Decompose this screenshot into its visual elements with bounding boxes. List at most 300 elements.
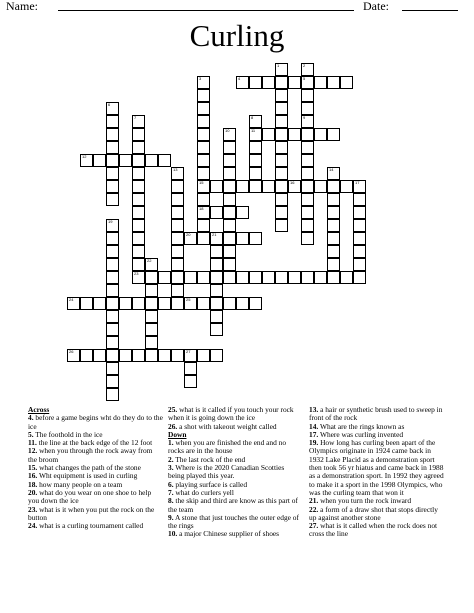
grid-cell[interactable] xyxy=(288,76,301,89)
grid-cell[interactable] xyxy=(236,232,249,245)
clue-item-text: Where was curling invented xyxy=(318,429,404,439)
grid-cell[interactable] xyxy=(249,76,262,89)
grid-cell[interactable] xyxy=(262,271,275,284)
clue-item-text: Where is the 2020 Canadian Scotties being played this year. xyxy=(168,463,285,481)
grid-cell[interactable] xyxy=(275,76,288,89)
grid-cell[interactable] xyxy=(262,128,275,141)
grid-cell[interactable] xyxy=(353,206,366,219)
grid-cell[interactable] xyxy=(223,219,236,232)
clue-item-number: 13. xyxy=(309,405,319,414)
clue-item-number: 18. xyxy=(28,479,38,489)
clue-item-text: What are the rings known as xyxy=(318,421,405,431)
grid-cell[interactable] xyxy=(197,167,210,180)
clue-item-number: 6. xyxy=(168,479,174,489)
grid-cell[interactable] xyxy=(67,297,80,310)
grid-cell[interactable] xyxy=(249,115,262,128)
clue-item xyxy=(309,522,446,539)
clue-item xyxy=(168,497,301,514)
grid-cell[interactable] xyxy=(223,245,236,258)
grid-cell[interactable] xyxy=(132,154,145,167)
name-label: Name: xyxy=(6,0,38,13)
grid-cell[interactable] xyxy=(80,349,93,362)
clue-item-number: 3. xyxy=(168,463,174,473)
clue-number: 5 xyxy=(303,76,306,81)
grid-cell[interactable] xyxy=(210,284,223,297)
grid-cell[interactable] xyxy=(314,180,327,193)
grid-cell[interactable] xyxy=(301,167,314,180)
grid-cell[interactable] xyxy=(353,219,366,232)
grid-cell[interactable] xyxy=(106,375,119,388)
grid-cell[interactable] xyxy=(327,180,340,193)
grid-cell[interactable] xyxy=(301,89,314,102)
grid-cell[interactable] xyxy=(236,180,249,193)
grid-cell[interactable] xyxy=(171,219,184,232)
grid-cell[interactable] xyxy=(197,102,210,115)
clue-item-text: The last rock of the end xyxy=(173,454,246,464)
grid-cell[interactable] xyxy=(275,115,288,128)
clue-number: 17 xyxy=(355,180,360,185)
clue-item-number: 10. xyxy=(168,529,178,539)
grid-cell[interactable] xyxy=(301,193,314,206)
grid-cell[interactable] xyxy=(249,167,262,180)
clue-number: 1 xyxy=(277,63,280,68)
grid-cell[interactable] xyxy=(132,297,145,310)
clue-section-heading: Down xyxy=(168,429,187,439)
grid-cell[interactable] xyxy=(106,219,119,232)
grid-cell[interactable] xyxy=(223,180,236,193)
clue-number: 27 xyxy=(186,349,191,354)
grid-cell[interactable] xyxy=(145,154,158,167)
grid-cell[interactable] xyxy=(223,232,236,245)
clue-item xyxy=(309,439,446,497)
clue-item xyxy=(168,530,301,538)
grid-cell[interactable] xyxy=(327,258,340,271)
grid-cell[interactable] xyxy=(223,141,236,154)
grid-cell[interactable] xyxy=(106,297,119,310)
grid-cell[interactable] xyxy=(106,102,119,115)
grid-cell[interactable] xyxy=(171,245,184,258)
clue-item-text: Wht equipment is used in curling xyxy=(37,471,138,481)
clue-item-number: 21. xyxy=(309,496,319,506)
clue-item xyxy=(168,423,301,431)
grid-cell[interactable] xyxy=(223,206,236,219)
clue-item-text: a hair or synthetic brush used to sweep in front of the rock xyxy=(309,405,443,423)
grid-cell[interactable] xyxy=(275,219,288,232)
grid-cell[interactable] xyxy=(275,193,288,206)
clues-column-3 xyxy=(309,406,446,539)
grid-cell[interactable] xyxy=(197,128,210,141)
clue-item xyxy=(28,489,163,506)
grid-cell[interactable] xyxy=(197,193,210,206)
grid-cell[interactable] xyxy=(275,167,288,180)
grid-cell[interactable] xyxy=(210,310,223,323)
grid-cell[interactable] xyxy=(236,297,249,310)
clue-number: 10 xyxy=(225,128,230,133)
clue-section-heading: Across xyxy=(28,405,50,414)
grid-cell[interactable] xyxy=(314,271,327,284)
grid-cell[interactable] xyxy=(275,141,288,154)
grid-cell[interactable] xyxy=(197,219,210,232)
grid-cell[interactable] xyxy=(340,76,353,89)
grid-cell[interactable] xyxy=(353,271,366,284)
clue-item-text: How long has curling been apart of the Olympics originate in 1924 came back in 1932 Lake Placid as a demonstration sport then took 56 yr hiatus and came back in 1988 as a demonstration sport. In 1992 they agreed to make it a sport in the 1998 Olympics, who was the curling team that won it xyxy=(309,438,444,497)
clue-item-number: 24. xyxy=(28,521,38,531)
grid-cell[interactable] xyxy=(132,206,145,219)
clue-item-number: 4. xyxy=(28,413,34,423)
grid-cell[interactable] xyxy=(340,271,353,284)
grid-cell[interactable] xyxy=(314,128,327,141)
grid-cell[interactable] xyxy=(106,271,119,284)
grid-cell[interactable] xyxy=(93,297,106,310)
grid-cell[interactable] xyxy=(288,180,301,193)
grid-cell[interactable] xyxy=(301,63,314,76)
clue-item-number: 25. xyxy=(168,405,178,414)
clue-item-text: what is it when you put the rock on the button xyxy=(28,504,155,522)
grid-cell[interactable] xyxy=(197,349,210,362)
clue-item-text: what is a curling tournament called xyxy=(37,521,144,531)
grid-cell[interactable] xyxy=(275,128,288,141)
clue-number: 19 xyxy=(108,219,113,224)
clue-number: 23 xyxy=(134,271,139,276)
grid-cell[interactable] xyxy=(223,297,236,310)
clue-number: 22 xyxy=(147,258,152,263)
clue-item-text: a shot with takeout weight called xyxy=(177,421,277,431)
grid-cell[interactable] xyxy=(249,128,262,141)
grid-cell[interactable] xyxy=(67,349,80,362)
grid-cell[interactable] xyxy=(197,271,210,284)
grid-cell[interactable] xyxy=(145,297,158,310)
grid-cell[interactable] xyxy=(210,297,223,310)
grid-cell[interactable] xyxy=(158,271,171,284)
clue-item xyxy=(168,464,301,481)
clue-item-text: a form of a draw shot that stops directly up against another stone xyxy=(309,504,438,522)
grid-cell[interactable] xyxy=(340,180,353,193)
clue-item-number: 2. xyxy=(168,454,174,464)
grid-cell[interactable] xyxy=(106,115,119,128)
grid-cell[interactable] xyxy=(132,193,145,206)
grid-cell[interactable] xyxy=(184,362,197,375)
grid-cell[interactable] xyxy=(132,245,145,258)
grid-cell[interactable] xyxy=(236,76,249,89)
grid-cell[interactable] xyxy=(236,271,249,284)
grid-cell[interactable] xyxy=(80,154,93,167)
grid-cell[interactable] xyxy=(197,154,210,167)
grid-cell[interactable] xyxy=(106,336,119,349)
grid-cell[interactable] xyxy=(353,180,366,193)
grid-cell[interactable] xyxy=(223,154,236,167)
clue-item xyxy=(28,447,163,464)
date-label: Date: xyxy=(363,0,389,13)
grid-cell[interactable] xyxy=(249,141,262,154)
clue-item-text: the line at the back edge of the 12 foot xyxy=(36,438,153,448)
grid-cell[interactable] xyxy=(184,232,197,245)
clue-item-number: 7. xyxy=(168,487,174,497)
grid-cell[interactable] xyxy=(223,167,236,180)
grid-cell[interactable] xyxy=(145,323,158,336)
grid-cell[interactable] xyxy=(171,349,184,362)
grid-cell[interactable] xyxy=(197,76,210,89)
grid-cell[interactable] xyxy=(132,232,145,245)
grid-cell[interactable] xyxy=(132,141,145,154)
grid-cell[interactable] xyxy=(223,128,236,141)
clue-number: 13 xyxy=(173,167,178,172)
grid-cell[interactable] xyxy=(288,271,301,284)
grid-cell[interactable] xyxy=(106,284,119,297)
grid-cell[interactable] xyxy=(275,89,288,102)
grid-cell[interactable] xyxy=(132,128,145,141)
clue-number: 12 xyxy=(82,154,87,159)
clue-number: 2 xyxy=(303,63,306,68)
grid-cell[interactable] xyxy=(93,349,106,362)
clue-number: 18 xyxy=(199,206,204,211)
grid-cell[interactable] xyxy=(301,219,314,232)
clue-item-number: 5. xyxy=(28,429,34,439)
clue-item xyxy=(309,506,446,523)
clue-item-number: 26. xyxy=(168,421,178,431)
clue-item-number: 23. xyxy=(28,504,38,514)
grid-cell[interactable] xyxy=(210,271,223,284)
grid-cell[interactable] xyxy=(158,297,171,310)
clue-item-number: 15. xyxy=(28,463,38,473)
grid-cell[interactable] xyxy=(223,258,236,271)
grid-cell[interactable] xyxy=(275,63,288,76)
grid-cell[interactable] xyxy=(353,258,366,271)
grid-cell[interactable] xyxy=(327,128,340,141)
clue-item xyxy=(309,406,446,423)
clue-item xyxy=(168,439,301,456)
grid-cell[interactable] xyxy=(197,89,210,102)
clue-item-number: 14. xyxy=(309,421,319,431)
clue-number: 16 xyxy=(290,180,295,185)
grid-cell[interactable] xyxy=(314,76,327,89)
grid-cell[interactable] xyxy=(184,271,197,284)
clue-number: 20 xyxy=(186,232,191,237)
grid-cell[interactable] xyxy=(145,271,158,284)
grid-cell[interactable] xyxy=(171,297,184,310)
grid-cell[interactable] xyxy=(184,375,197,388)
grid-cell[interactable] xyxy=(223,271,236,284)
clue-number: 26 xyxy=(69,349,74,354)
grid-cell[interactable] xyxy=(249,180,262,193)
clue-number: 11 xyxy=(251,128,256,133)
grid-cell[interactable] xyxy=(327,232,340,245)
grid-cell[interactable] xyxy=(262,76,275,89)
clue-item-number: 8. xyxy=(168,496,174,506)
grid-cell[interactable] xyxy=(197,180,210,193)
clue-item-text: what is it called if you touch your rock when it is going down the ice xyxy=(168,405,294,423)
clue-item-number: 20. xyxy=(28,487,38,497)
grid-cell[interactable] xyxy=(223,193,236,206)
grid-cell[interactable] xyxy=(327,76,340,89)
grid-cell[interactable] xyxy=(275,206,288,219)
grid-cell[interactable] xyxy=(301,141,314,154)
grid-cell[interactable] xyxy=(106,310,119,323)
clue-item-text: a major Chinese supplier of shoes xyxy=(177,529,280,539)
grid-cell[interactable] xyxy=(275,271,288,284)
grid-cell[interactable] xyxy=(301,102,314,115)
grid-cell[interactable] xyxy=(301,180,314,193)
clue-item xyxy=(28,522,163,530)
grid-cell[interactable] xyxy=(262,180,275,193)
grid-cell[interactable] xyxy=(106,141,119,154)
grid-cell[interactable] xyxy=(197,206,210,219)
clue-item-number: 27. xyxy=(309,521,319,531)
grid-cell[interactable] xyxy=(210,245,223,258)
clue-number: 8 xyxy=(251,115,254,120)
grid-cell[interactable] xyxy=(327,271,340,284)
clue-item-text: what do you wear on one shoe to help you down the ice xyxy=(28,487,152,506)
grid-cell[interactable] xyxy=(210,180,223,193)
grid-cell[interactable] xyxy=(210,323,223,336)
grid-cell[interactable] xyxy=(210,232,223,245)
grid-cell[interactable] xyxy=(210,206,223,219)
grid-cell[interactable] xyxy=(249,297,262,310)
clue-number: 15 xyxy=(199,180,204,185)
grid-cell[interactable] xyxy=(327,219,340,232)
clue-item-text: A stone that just touches the outer edge of the rings xyxy=(168,512,299,531)
grid-cell[interactable] xyxy=(93,154,106,167)
clue-item-text: playing surface is called xyxy=(173,479,248,489)
grid-cell[interactable] xyxy=(197,297,210,310)
clue-number: 21 xyxy=(212,232,217,237)
grid-cell[interactable] xyxy=(132,271,145,284)
clue-item-text: when you are finished the end and no rocks are in the house xyxy=(168,438,287,456)
grid-cell[interactable] xyxy=(210,349,223,362)
grid-cell[interactable] xyxy=(106,388,119,401)
clue-item-number: 16. xyxy=(28,471,38,481)
grid-cell[interactable] xyxy=(171,232,184,245)
grid-cell[interactable] xyxy=(184,349,197,362)
grid-cell[interactable] xyxy=(106,128,119,141)
grid-cell[interactable] xyxy=(197,115,210,128)
grid-cell[interactable] xyxy=(301,154,314,167)
grid-cell[interactable] xyxy=(171,180,184,193)
clue-item xyxy=(28,414,163,431)
grid-cell[interactable] xyxy=(353,232,366,245)
grid-cell[interactable] xyxy=(132,167,145,180)
grid-cell[interactable] xyxy=(301,232,314,245)
clue-item-number: 11. xyxy=(28,438,37,448)
grid-cell[interactable] xyxy=(301,76,314,89)
clue-number: 14 xyxy=(329,167,334,172)
grid-cell[interactable] xyxy=(353,193,366,206)
grid-cell[interactable] xyxy=(145,336,158,349)
grid-cell[interactable] xyxy=(171,271,184,284)
clue-item-number: 12. xyxy=(28,446,38,456)
page-title: Curling xyxy=(189,18,285,53)
grid-cell[interactable] xyxy=(158,349,171,362)
grid-cell[interactable] xyxy=(249,154,262,167)
clues-column-2 xyxy=(168,406,301,539)
grid-cell[interactable] xyxy=(236,206,249,219)
grid-cell[interactable] xyxy=(171,284,184,297)
clue-item xyxy=(168,514,301,531)
grid-cell[interactable] xyxy=(171,206,184,219)
grid-cell[interactable] xyxy=(301,115,314,128)
grid-cell[interactable] xyxy=(106,349,119,362)
grid-cell[interactable] xyxy=(197,232,210,245)
grid-cell[interactable] xyxy=(353,245,366,258)
clue-item-number: 19. xyxy=(309,438,319,448)
grid-cell[interactable] xyxy=(106,362,119,375)
grid-cell[interactable] xyxy=(132,115,145,128)
clues-column-1 xyxy=(28,406,163,530)
clue-item xyxy=(168,406,301,423)
grid-cell[interactable] xyxy=(119,154,132,167)
clue-number: 4 xyxy=(238,76,241,81)
grid-cell[interactable] xyxy=(106,167,119,180)
grid-cell[interactable] xyxy=(119,349,132,362)
clue-item-text: the skip and third are know as this part of the team xyxy=(168,496,298,514)
grid-cell[interactable] xyxy=(132,180,145,193)
grid-cell[interactable] xyxy=(106,193,119,206)
grid-cell[interactable] xyxy=(327,245,340,258)
grid-cell[interactable] xyxy=(301,128,314,141)
grid-cell[interactable] xyxy=(327,167,340,180)
grid-cell[interactable] xyxy=(106,323,119,336)
grid-cell[interactable] xyxy=(249,271,262,284)
grid-cell[interactable] xyxy=(171,258,184,271)
grid-cell[interactable] xyxy=(80,297,93,310)
grid-cell[interactable] xyxy=(119,297,132,310)
grid-cell[interactable] xyxy=(132,219,145,232)
clue-item-number: 9. xyxy=(168,512,174,522)
grid-cell[interactable] xyxy=(106,232,119,245)
grid-cell[interactable] xyxy=(197,141,210,154)
grid-cell[interactable] xyxy=(275,154,288,167)
grid-cell[interactable] xyxy=(275,102,288,115)
clue-number: 9 xyxy=(303,115,306,120)
clue-number: 6 xyxy=(108,102,111,107)
grid-cell[interactable] xyxy=(158,154,171,167)
clue-item-text: what is it called when the rock does not cross the line xyxy=(309,521,438,539)
grid-cell[interactable] xyxy=(301,271,314,284)
grid-cell[interactable] xyxy=(106,180,119,193)
grid-cell[interactable] xyxy=(171,167,184,180)
grid-cell[interactable] xyxy=(145,258,158,271)
clue-number: 3 xyxy=(199,76,202,81)
grid-cell[interactable] xyxy=(106,245,119,258)
grid-cell[interactable] xyxy=(210,258,223,271)
grid-cell[interactable] xyxy=(171,193,184,206)
grid-cell[interactable] xyxy=(132,349,145,362)
clue-number: 7 xyxy=(134,115,137,120)
grid-cell[interactable] xyxy=(275,180,288,193)
grid-cell[interactable] xyxy=(145,349,158,362)
grid-cell[interactable] xyxy=(106,154,119,167)
grid-cell[interactable] xyxy=(145,310,158,323)
grid-cell[interactable] xyxy=(301,206,314,219)
grid-cell[interactable] xyxy=(184,297,197,310)
clue-item-number: 1. xyxy=(168,438,174,448)
grid-cell[interactable] xyxy=(106,258,119,271)
clue-number: 24 xyxy=(69,297,74,302)
clue-item xyxy=(28,506,163,523)
clue-item-text: when you through the rock away from the broom xyxy=(28,446,153,464)
clue-item-number: 22. xyxy=(309,504,319,514)
clue-item-text: The foothold in the ice xyxy=(33,429,103,439)
grid-cell[interactable] xyxy=(288,128,301,141)
clue-item-text: how many people on a team xyxy=(37,479,123,489)
grid-cell[interactable] xyxy=(132,258,145,271)
clue-item-number: 17. xyxy=(309,429,319,439)
clue-item-text: what do curlers yell xyxy=(173,487,234,497)
grid-cell[interactable] xyxy=(145,284,158,297)
clue-item-text: what changes the path of the stone xyxy=(37,463,141,473)
grid-cell[interactable] xyxy=(249,232,262,245)
grid-cell[interactable] xyxy=(327,193,340,206)
grid-cell[interactable] xyxy=(327,206,340,219)
